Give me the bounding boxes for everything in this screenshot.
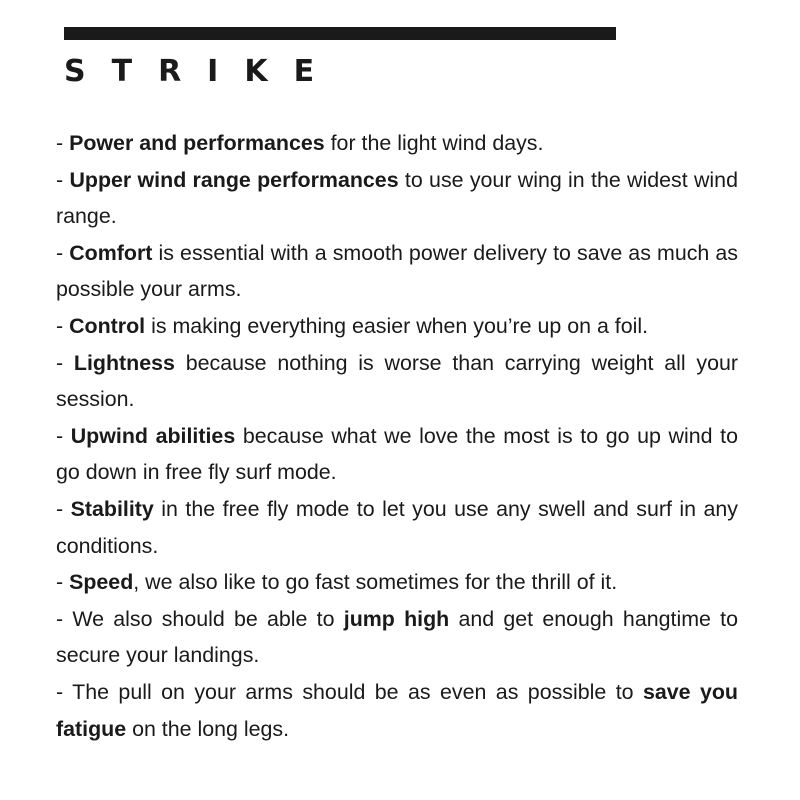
list-item: [56, 674, 738, 747]
item-highlight: Power and performances: [69, 131, 325, 155]
item-prefix: -: [56, 350, 74, 375]
item-highlight: Control: [69, 313, 146, 338]
item-text: is making everything easier when you’re up on a foil.: [145, 313, 649, 338]
page-title: STRIKE: [64, 54, 341, 89]
item-text: to use your wing in the widest wind range.: [56, 167, 738, 229]
item-text: and get enough hangtime to secure your landings.: [56, 606, 738, 668]
list-item: [56, 601, 738, 674]
item-prefix: -: [56, 131, 70, 155]
list-item: [56, 491, 738, 564]
item-text: because what we love the most is to go up wind to go down in free fly surf mode.: [56, 423, 738, 485]
list-item: [56, 125, 738, 162]
header-bar: [64, 27, 616, 40]
item-highlight: Comfort: [69, 240, 153, 265]
item-prefix: -: [56, 423, 71, 448]
item-highlight: Upwind abilities: [70, 423, 236, 448]
list-item: [56, 564, 738, 601]
item-highlight: jump high: [343, 606, 450, 631]
item-prefix: - We also should be able to: [56, 606, 344, 631]
item-text: is essential with a smooth power delivery to save as much as possible your arms.: [56, 240, 738, 302]
item-highlight: Upper wind range performances: [69, 167, 399, 192]
item-prefix: -: [56, 167, 70, 192]
list-item: [56, 235, 738, 308]
list-item: [56, 418, 738, 491]
item-prefix: -: [56, 313, 70, 338]
item-text: for the light wind days.: [324, 131, 544, 155]
item-highlight: Speed: [69, 570, 134, 595]
list-item: [56, 308, 738, 345]
item-text: , we also like to go fast sometimes for the thrill of it.: [133, 570, 618, 595]
item-highlight: Lightness: [73, 350, 175, 375]
item-highlight: Stability: [70, 496, 154, 521]
list-item: [56, 162, 738, 235]
item-prefix: -: [56, 240, 70, 265]
list-item: [56, 345, 738, 418]
item-prefix: - The pull on your arms should be as even as possible to: [56, 679, 643, 704]
item-text: on the long legs.: [126, 716, 290, 741]
item-highlight: save you fatigue: [56, 679, 738, 741]
item-text: in the free fly mode to let you use any swell and surf in any conditions.: [56, 496, 738, 558]
feature-list: [56, 125, 738, 747]
item-text: because nothing is worse than carrying weight all your session.: [56, 350, 738, 412]
item-prefix: -: [56, 570, 70, 595]
item-prefix: -: [56, 496, 71, 521]
